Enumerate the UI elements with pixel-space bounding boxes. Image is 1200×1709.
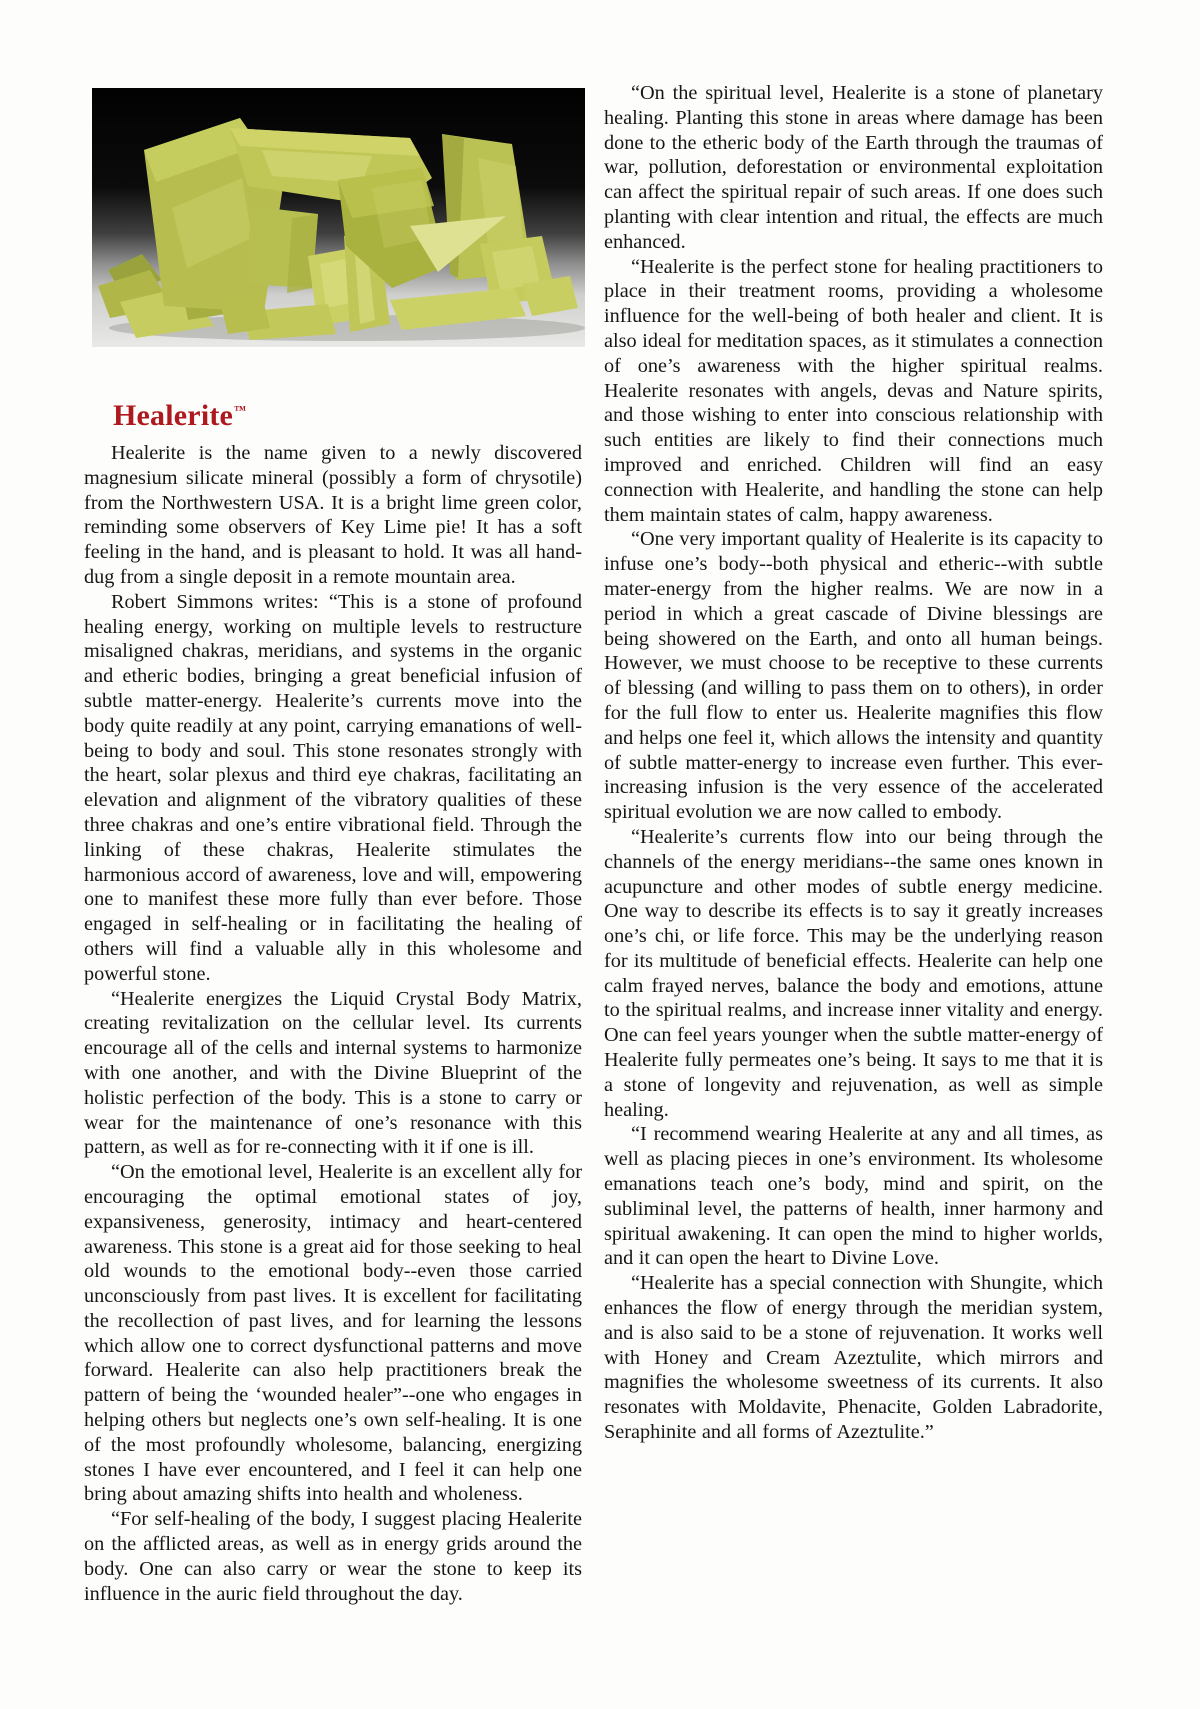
paragraph-meridians: “Healerite’s currents flow into our being through the channels of the energy meridians--the same ones known in acupuncture and other modes of subtle energy medicine. One way to describe its effects is to say it greatly increases one’s chi, or life force. This may be the underlying reason for its multitude of beneficial effects. Healerite can help one calm frayed nerves, balance the body and emotions, attune to the spiritual realms, and increase inner vitality and energy. One can feel years younger when the subtle matter-energy of Healerite fully permeates one’s being. It says to me that it is a stone of longevity and rejuvenation, as well as simple healing.: [604, 825, 1103, 1121]
paragraph-self-healing: “For self-healing of the body, I suggest placing Healerite on the afflicted areas, as well as in energy grids around the body. One can also carry or wear the stone to keep its influence in the auric field throughout the day.: [84, 1508, 582, 1605]
paragraph-intro: Healerite is the name given to a newly discovered magnesium silicate mineral (possibly a form of chrysotile) from the Northwestern USA. It is a bright lime green color, reminding some observers of Key Lime pie! It has a soft feeling in the hand, and is pleasant to hold. It was all hand-dug from a single deposit in a remote mountain area.: [84, 442, 582, 588]
healerite-stones-photo: [92, 88, 585, 347]
paragraph-body-matrix: “Healerite energizes the Liquid Crystal Body Matrix, creating revitalization on the cellular level. Its currents encourage all of the cells and internal systems to harmonize with one another, and with the Divine Blueprint of the holistic perfection of the body. This is a stone to carry or wear for the maintenance of one’s resonance with this pattern, as well as for re-connecting with it if one is ill.: [84, 987, 582, 1159]
paragraph-simmons-quote: Robert Simmons writes: “This is a stone of profound healing energy, working on multiple levels to restructure misaligned chakras, meridians, and systems in the organic and etheric bodies, bringing a great beneficial infusion of subtle matter-energy. Healerite’s currents move into the body quite readily at any point, carrying emanations of well-being to body and soul. This stone resonates strongly with the heart, solar plexus and third eye chakras, facilitating an elevation and alignment of the vibratory qualities of these three chakras and one’s entire vibrational field. Through the linking of these chakras, Healerite stimulates the harmonious accord of awareness, love and will, empowering one to manifest these more fully than ever before. Those engaged in self-healing or in facilitating the healing of others will find a valuable ally in this wholesome and powerful stone.: [84, 590, 582, 985]
paragraph-practitioners: “Healerite is the perfect stone for healing practitioners to place in their treatment rooms, providing a wholesome influence for the well-being of both healer and client. It is also ideal for meditation spaces, as it stimulates a connection of one’s awareness with the higher spiritual realms. Healerite resonates with angels, devas and Nature spirits, and those wishing to enter into conscious relationship with such entities are likely to find their connections much improved and enriched. Children will find an easy connection with Healerite, and handling the stone can help them maintain states of calm, happy awareness.: [604, 255, 1103, 526]
right-column: [604, 81, 1103, 1445]
paragraph-infusion: “One very important quality of Healerite is its capacity to infuse one’s body--both physical and etheric--with subtle mater-energy from the higher realms. We are now in a period in which a great cascade of Divine blessings are being showered on the Earth, and onto all human beings. However, we must choose to be receptive to these currents of blessing (and willing to pass them on to others), in order for the full flow to enter us. Healerite magnifies this flow and helps one feel it, which allows the intensity and quantity of subtle matter-energy to increase even further. This ever-increasing infusion is the very essence of the accelerated spiritual evolution we are now called to embody.: [604, 528, 1103, 824]
page-title-text: Healerite: [113, 399, 234, 432]
trademark-symbol: ™: [234, 403, 247, 417]
paragraph-emotional: “On the emotional level, Healerite is an excellent ally for encouraging the optimal emotional states of joy, expansiveness, generosity, intimacy and heart-centered awareness. This stone is a great aid for those seeking to heal old wounds to the emotional body--even those carried unconsciously from past lives. It is excellent for facilitating the recollection of past lives, and for learning the lessons which allow one to correct dysfunctional patterns and move forward. Healerite can also help practitioners break the pattern of being the ‘wounded healer”--one who engages in helping others but neglects one’s own self-healing. It is one of the most profoundly wholesome, balancing, energizing stones I have ever encountered, and I feel it can help one bring about amazing shifts into health and wholeness.: [84, 1161, 582, 1506]
paragraph-spiritual: “On the spiritual level, Healerite is a stone of planetary healing. Planting this stone in areas where damage has been done to the etheric body of the Earth through the traumas of war, pollution, deforestation or environmental exploitation can affect the spiritual repair of such areas. If one does such planting with clear intention and ritual, the effects are much enhanced.: [604, 82, 1103, 253]
left-column: [84, 80, 582, 1606]
page-title: [113, 395, 582, 431]
paragraph-recommend: “I recommend wearing Healerite at any and all times, as well as placing pieces in one’s environment. Its wholesome emanations teach one’s body, mind and spirit, on the subliminal level, the patterns of health, inner harmony and spiritual awakening. It can open the mind to higher worlds, and it can open the heart to Divine Love.: [604, 1123, 1103, 1270]
paragraph-combinations: “Healerite has a special connection with Shungite, which enhances the flow of energy through the meridian system, and is also said to be a stone of rejuvenation. It works well with Honey and Cream Azeztulite, which mirrors and magnifies the wholesome sweetness of its currents. It also resonates with Moldavite, Phenacite, Golden Labradorite, Seraphinite and all forms of Azeztulite.”: [604, 1272, 1103, 1444]
